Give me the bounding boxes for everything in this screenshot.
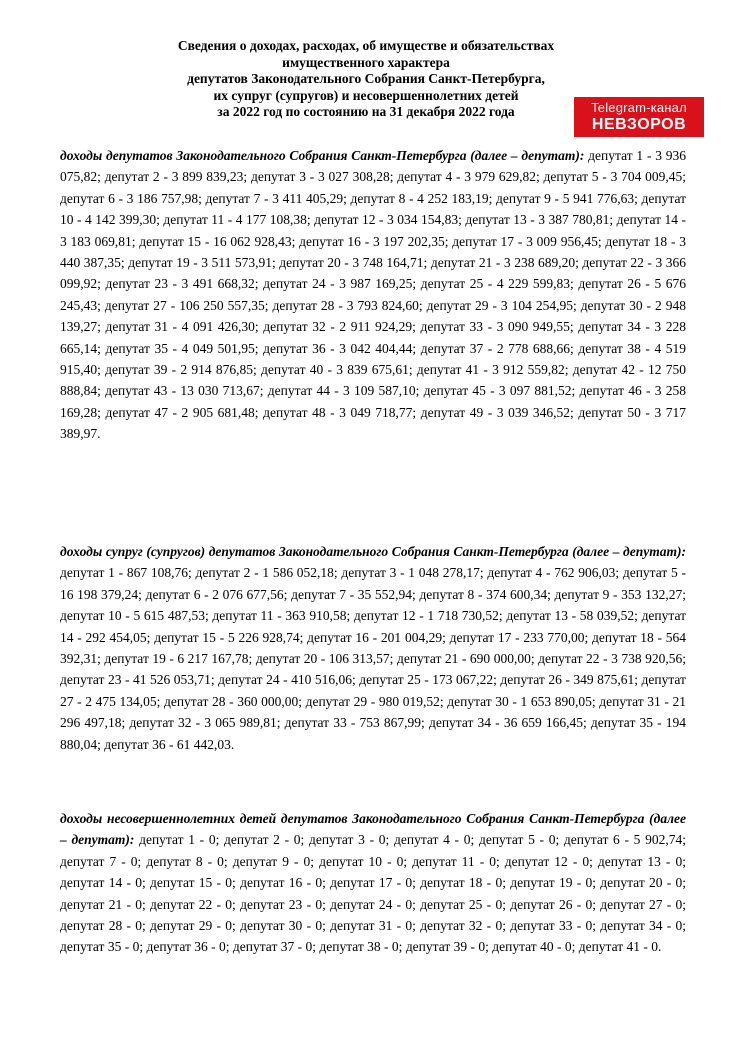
entries-list: [60, 148, 686, 441]
income-entry: депутат 34 - 36 659 166,45;: [428, 715, 587, 731]
income-entry: депутат 27 - 0;: [600, 896, 687, 912]
income-entry: депутат 19 - 0;: [510, 875, 596, 891]
income-entry: депутат 36 - 61 442,03.: [104, 736, 235, 752]
income-entry: депутат 2 - 1 586 052,18;: [195, 565, 338, 581]
income-entry: депутат 22 - 3 738 920,56;: [538, 651, 686, 667]
income-entry: депутат 17 - 3 009 956,45;: [452, 233, 602, 249]
income-entry: депутат 24 - 0;: [330, 896, 416, 912]
income-entry: депутат 45 - 3 097 881,52;: [423, 383, 576, 399]
income-entry: депутат 9 - 0;: [232, 853, 315, 869]
income-entry: депутат 46 - 3 258 169,28;: [60, 383, 687, 420]
income-entry: депутат 13 - 3 387 780,81;: [465, 212, 614, 228]
income-entry: депутат 18 - 0;: [420, 875, 506, 891]
income-entry: депутат 11 - 363 910,58;: [212, 608, 351, 624]
income-entry: депутат 1 - 0;: [139, 832, 220, 848]
income-entry: депутат 15 - 0;: [150, 875, 236, 891]
income-entry: депутат 48 - 3 049 718,77;: [263, 404, 417, 420]
income-entry: депутат 43 - 13 030 713,67;: [105, 383, 264, 399]
income-entry: депутат 50 - 3 717 389,97.: [60, 404, 687, 442]
income-entry: депутат 18 - 3 440 387,35;: [60, 233, 687, 271]
income-entry: депутат 10 - 5 615 487,53;: [60, 608, 209, 624]
header-line: имущественного характера: [282, 54, 450, 70]
income-entry: депутат 33 - 3 090 949,55;: [420, 319, 574, 335]
income-entry: депутат 3 - 3 027 308,28;: [250, 169, 394, 185]
income-entry: депутат 31 - 4 091 426,30;: [105, 319, 259, 335]
income-entry: депутат 26 - 0;: [510, 896, 596, 912]
income-entry: депутат 29 - 980 019,52;: [305, 693, 444, 709]
income-entry: депутат 8 - 374 600,34;: [419, 586, 551, 602]
income-entry: депутат 7 - 3 411 405,29;: [205, 190, 347, 206]
income-entry: депутат 29 - 0;: [150, 918, 236, 934]
income-entry: депутат 49 - 3 039 346,52;: [420, 404, 574, 420]
income-entry: депутат 20 - 3 748 164,71;: [279, 255, 428, 271]
income-entry: депутат 7 - 0;: [60, 853, 142, 869]
income-entry: депутат 9 - 5 941 776,63;: [496, 190, 638, 206]
header-line: депутатов Законодательного Собрания Санкт-Петербурга,: [187, 71, 545, 86]
income-entry: депутат 19 - 6 217 167,78;: [104, 651, 253, 667]
income-entry: депутат 30 - 2 948 139,27;: [60, 297, 686, 335]
income-entry: депутат 34 - 3 228 665,14;: [60, 319, 686, 356]
header-line: Сведения о доходах, расходах, об имуществе и обязательствах: [177, 38, 555, 53]
income-entry: депутат 4 - 762 906,03;: [487, 565, 620, 581]
income-entry: депутат 7 - 35 552,94;: [291, 586, 416, 602]
income-entry: депутат 28 - 0;: [60, 918, 146, 934]
income-entry: депутат 25 - 173 067,22;: [359, 672, 497, 688]
income-entry: депутат 12 - 0;: [504, 853, 593, 869]
entries-list: [60, 832, 686, 954]
income-entry: депутат 11 - 0;: [412, 853, 500, 869]
income-entry: депутат 12 - 1 718 730,52;: [353, 608, 503, 624]
income-entry: депутат 32 - 0;: [420, 918, 506, 934]
income-entry: депутат 31 - 0;: [330, 918, 416, 934]
income-entry: депутат 26 - 349 875,61;: [500, 672, 638, 688]
income-entry: депутат 14 - 0;: [60, 875, 146, 891]
income-entry: депутат 39 - 2 914 876,85;: [105, 362, 257, 378]
income-entry: депутат 25 - 4 229 599,83;: [420, 276, 574, 292]
income-entry: депутат 13 - 0;: [597, 853, 686, 869]
income-entry: депутат 19 - 3 511 573,91;: [128, 255, 276, 271]
income-entry: депутат 20 - 106 313,57;: [255, 651, 394, 667]
income-entry: депутат 35 - 4 049 501,95;: [105, 340, 259, 356]
income-entry: депутат 1 - 867 108,76;: [60, 565, 192, 581]
income-entry: депутат 3 - 0;: [309, 832, 390, 848]
income-entry: депутат 37 - 0;: [232, 939, 316, 955]
income-entry: депутат 6 - 2 076 677,56;: [145, 586, 288, 602]
deputies-income-section: [60, 145, 686, 445]
income-entry: депутат 39 - 0;: [405, 939, 489, 955]
document-header: [110, 38, 622, 121]
income-entry: депутат 21 - 0;: [60, 896, 146, 912]
income-entry: депутат 8 - 4 252 183,19;: [350, 190, 493, 206]
income-entry: депутат 23 - 0;: [240, 896, 326, 912]
income-entry: депутат 37 - 2 778 688,66;: [420, 340, 574, 356]
income-entry: депутат 29 - 3 104 254,95;: [426, 297, 577, 313]
income-entry: депутат 17 - 0;: [330, 875, 416, 891]
income-entry: депутат 30 - 1 653 890,05;: [447, 693, 596, 709]
section-label: доходы супруг (супругов) депутатов Законодательного Собрания Санкт-Петербурга (далее – депутат):: [60, 544, 686, 559]
income-entry: депутат 23 - 41 526 053,71;: [60, 672, 215, 688]
income-entry: депутат 40 - 3 839 675,61;: [261, 362, 413, 378]
income-entry: депутат 34 - 0;: [600, 918, 687, 934]
entries-list: [60, 565, 686, 751]
income-entry: депутат 8 - 0;: [146, 853, 228, 869]
income-entry: депутат 10 - 0;: [319, 853, 408, 869]
income-entry: депутат 30 - 0;: [240, 918, 326, 934]
badge-label: Telegram-канал: [591, 100, 687, 115]
income-entry: депутат 4 - 0;: [393, 832, 475, 848]
income-entry: депутат 2 - 0;: [224, 832, 305, 848]
header-line: их супруг (супругов) и несовершеннолетних детей: [213, 87, 519, 103]
income-entry: депутат 18 - 564 392,31;: [60, 629, 687, 667]
income-entry: депутат 11 - 4 177 108,38;: [163, 212, 311, 228]
income-entry: депутат 6 - 5 902,74;: [563, 832, 686, 848]
income-entry: депутат 24 - 3 987 169,25;: [263, 276, 417, 292]
income-entry: депутат 41 - 3 912 559,82;: [416, 362, 569, 378]
spouses-income-section: [60, 541, 686, 755]
income-entry: депутат 15 - 5 226 928,74;: [154, 629, 304, 645]
income-entry: депутат 6 - 3 186 757,98;: [60, 190, 202, 206]
income-entry: депутат 17 - 233 770,00;: [449, 629, 589, 645]
income-entry: депутат 25 - 0;: [420, 896, 506, 912]
income-entry: депутат 3 - 1 048 278,17;: [341, 565, 484, 581]
income-entry: депутат 33 - 753 867,99;: [284, 715, 425, 731]
income-entry: депутат 10 - 4 142 399,30;: [60, 190, 686, 228]
income-entry: депутат 4 - 3 979 629,82;: [397, 169, 540, 185]
income-entry: депутат 33 - 0;: [510, 918, 596, 934]
income-entry: депутат 40 - 0;: [492, 939, 576, 955]
income-entry: депутат 22 - 3 366 099,92;: [60, 255, 687, 292]
income-entry: депутат 2 - 3 899 839,23;: [104, 169, 248, 185]
income-entry: депутат 16 - 201 004,29;: [307, 629, 446, 645]
income-entry: депутат 42 - 12 750 888,84;: [60, 362, 687, 399]
income-entry: депутат 32 - 2 911 924,29;: [263, 319, 416, 335]
income-entry: депутат 47 - 2 905 681,48;: [105, 404, 259, 420]
children-income-section: [60, 808, 686, 958]
income-entry: депутат 36 - 0;: [146, 939, 230, 955]
badge-channel-name: НЕВЗОРОВ: [591, 116, 687, 133]
income-entry: депутат 16 - 3 197 202,35;: [299, 233, 449, 249]
income-entry: депутат 14 - 3 183 069,81;: [60, 212, 687, 249]
income-entry: депутат 21 - 3 238 689,20;: [430, 255, 579, 271]
income-entry: депутат 36 - 3 042 404,44;: [263, 340, 417, 356]
income-entry: депутат 28 - 360 000,00;: [163, 693, 302, 709]
income-entry: депутат 27 - 106 250 557,35;: [104, 297, 269, 313]
telegram-channel-badge: [574, 97, 704, 137]
income-entry: депутат 35 - 194 880,04;: [60, 715, 687, 752]
income-entry: депутат 12 - 3 034 154,83;: [314, 212, 462, 228]
income-entry: депутат 28 - 3 793 824,60;: [272, 297, 423, 313]
income-entry: депутат 38 - 4 519 915,40;: [60, 340, 687, 378]
income-entry: депутат 5 - 16 198 379,24;: [60, 565, 686, 602]
income-entry: депутат 38 - 0;: [319, 939, 403, 955]
income-entry: депутат 26 - 5 676 245,43;: [60, 276, 687, 313]
section-label: доходы депутатов Законодательного Собрания Санкт-Петербурга (далее – депутат):: [60, 148, 585, 163]
income-entry: депутат 9 - 353 132,27;: [554, 586, 686, 602]
income-entry: депутат 35 - 0;: [60, 939, 144, 955]
income-entry: депутат 15 - 16 062 928,43;: [139, 233, 296, 249]
income-entry: депутат 32 - 3 065 989,81;: [129, 715, 281, 731]
income-entry: депутат 22 - 0;: [150, 896, 236, 912]
income-entry: депутат 14 - 292 454,05;: [60, 608, 687, 645]
income-entry: депутат 21 - 690 000,00;: [396, 651, 535, 667]
income-entry: депутат 41 - 0.: [578, 939, 662, 955]
income-entry: депутат 5 - 0;: [478, 832, 560, 848]
income-entry: депутат 13 - 58 039,52;: [506, 608, 638, 624]
income-entry: депутат 20 - 0;: [600, 875, 687, 891]
income-entry: депутат 31 - 21 296 497,18;: [60, 693, 687, 731]
section-label: доходы несовершеннолетних детей депутатов Законодательного Собрания Санкт-Петербурга (далее – депутат):: [60, 811, 686, 848]
income-entry: депутат 27 - 2 475 134,05;: [60, 672, 686, 709]
income-entry: депутат 1 - 3 936 075,82;: [60, 148, 687, 185]
income-entry: депутат 23 - 3 491 668,32;: [105, 276, 259, 292]
income-entry: депутат 5 - 3 704 009,45;: [543, 169, 687, 185]
income-entry: депутат 44 - 3 109 587,10;: [267, 383, 420, 399]
income-entry: депутат 24 - 410 516,06;: [218, 672, 356, 688]
income-entry: депутат 16 - 0;: [240, 875, 326, 891]
header-line: за 2022 год по состоянию на 31 декабря 2022 года: [217, 104, 515, 119]
